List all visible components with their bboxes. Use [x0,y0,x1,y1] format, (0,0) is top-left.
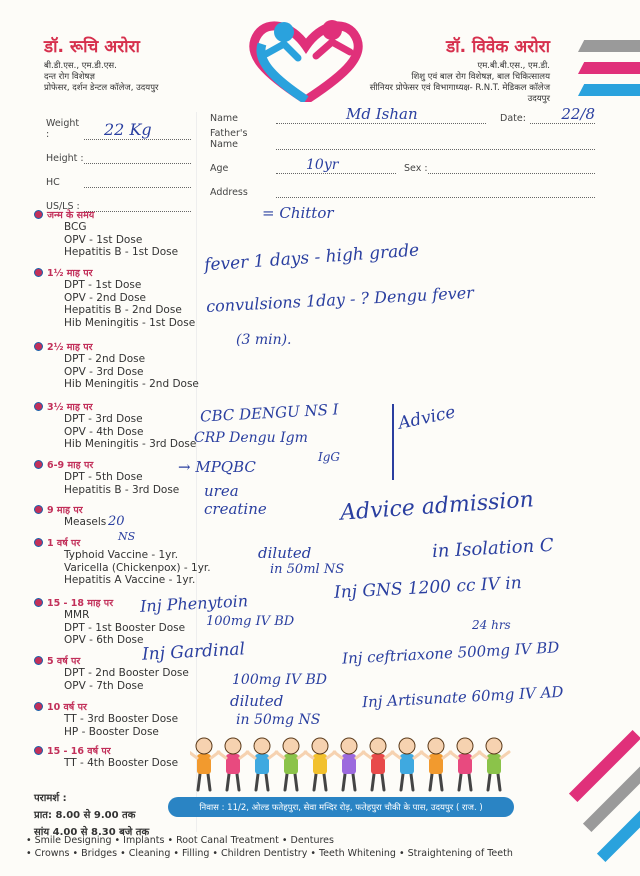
vaccine-group-title [34,400,196,413]
vaccine-item: MMR [64,609,90,621]
vaccine-group-label: 6-9 माह पर [47,460,94,471]
address-text: निवास : 11/2, ओल्ड फतेहपुरा, सेवा मन्दिर रोड़, फतेहपुरा चौकी के पास, उदयपुर ( राज. ) [199,802,483,813]
child-body [255,754,269,774]
left-doctor-degree: बी.डी.एस., एम.डी.एस. [44,61,117,71]
vaccine-item: TT - 4th Booster Dose [64,757,179,769]
inv-crp: CRP Dengu Igm [194,430,308,446]
vaccine-item: Hepatitis B - 1st Dose [64,246,179,258]
hc-value [84,187,191,188]
child-body [197,754,211,774]
vaccine-group [34,536,211,587]
child-legs [401,774,413,790]
inv-advice-short: Advice [396,402,458,434]
address-value: = Chittor [262,204,334,222]
vaccine-item: OPV - 1st Dose [64,233,143,246]
vaccine-item: Varicella (Chickenpox) - 1yr. [64,561,211,574]
child-body [226,754,240,774]
child-body [342,754,356,774]
rx-ceftriaxone: Inj ceftriaxone 500mg IV BD [341,638,560,668]
bullet-icon [34,702,43,711]
rx-gardinal-dose: 100mg IV BD [232,672,328,688]
vaccine-item: Typhoid Vaccine - 1yr. [64,549,179,561]
blue-bar [578,84,640,96]
note-ns-2: in 50mg NS [236,712,321,728]
note-duration: (3 min). [236,332,292,348]
child-body [458,754,472,774]
timings-title: परामर्श : [34,793,67,804]
name-value: Md Ishan [276,105,486,124]
child-legs [459,774,471,790]
usls-label: US/LS : [46,201,80,212]
father-value [276,149,595,150]
right-doctor-position: सीनियर प्रोफेसर एवं विभागाध्यक्ष- R.N.T. मेडिकल कॉलेज [369,83,550,93]
measels-mark-2: NS [118,530,136,543]
vaccine-item: DPT - 2nd Booster Dose [64,667,189,679]
child-head [196,738,212,754]
hc-row [46,164,191,188]
left-doctor-block [44,34,234,94]
address-banner [168,797,514,817]
vaccine-group [34,400,196,451]
vaccine-group-title [34,340,199,353]
rx-phenytoin: Inj Phenytoin [139,591,249,616]
child-body [284,754,298,774]
child-body [313,754,327,774]
age-label: Age [210,163,229,174]
child-head [341,738,357,754]
bullet-icon [34,656,43,665]
vaccine-group [34,340,199,391]
note-convulsions: convulsions 1day - ? Dengu fever [205,283,475,316]
child-legs [256,774,268,790]
rx-artesunate: Inj Artisunate 60mg IV AD [361,682,564,712]
child-head [225,738,241,754]
height-row [46,140,191,164]
vaccine-item: OPV - 4th Dose [64,425,144,438]
rx-gns: Inj GNS 1200 cc IV in [333,573,523,603]
right-doctor-degree: एम.बी.बी.एस., एम.डी. [477,61,550,71]
services-footer: • Smile Designing • Implants • Root Canal Treatment • Dentures • Crowns • Bridges • Cleaning • Filling • Children Dentistry • Teeth Whitening • Straightening of Teeth [26,835,513,859]
vaccine-group-label: 9 माह पर [47,505,83,516]
left-doctor-name: डॉ. रूचि अरोरा [44,37,140,57]
note-isolation: in Isolation C [431,534,555,563]
vaccine-item: Hepatitis B - 2nd Dose [64,304,182,316]
vaccine-item: Hib Meningitis - 1st Dose [64,316,196,329]
vaccine-item: DPT - 3rd Dose [64,413,143,425]
vaccine-item: DPT - 5th Dose [64,471,143,483]
father-label: Father's Name [210,128,248,150]
sex-value [428,173,595,174]
child-body [400,754,414,774]
patient-fields [210,104,595,222]
bullet-icon [34,598,43,607]
vaccine-group-title [34,503,106,516]
address-value-line [276,197,595,198]
date-value: 22/8 [530,105,595,124]
timings-morning: प्रात: 8.00 से 9.00 तक [34,810,136,821]
vaccine-item: BCG [64,221,87,233]
investigation-bracket [384,404,394,480]
bullet-icon [34,402,43,411]
child-body [429,754,443,774]
family-heart-logo [236,14,376,102]
address-row [210,174,595,198]
vitals-fields [46,116,191,212]
children-illustration [190,732,520,796]
vaccine-item: OPV - 2nd Dose [64,291,147,304]
grey-bar [578,40,640,52]
child-head [457,738,473,754]
timings-block [34,790,184,838]
bullet-icon [34,342,43,351]
inv-mpqbc: → MPQBC [178,458,256,476]
vaccine-group-label: 2½ माह पर [47,342,93,353]
child-body [487,754,501,774]
vaccine-item: DPT - 1st Dose [64,279,142,291]
vaccine-group-label: 5 वर्ष पर [47,656,81,667]
child-legs [198,774,210,790]
timings-evening: सांय 4.00 से 8.30 बजे तक [34,827,150,838]
child-legs [372,774,384,790]
vaccine-group-title [34,458,179,471]
child-legs [343,774,355,790]
address-label: Address [210,187,248,198]
vaccine-item: OPV - 6th Dose [64,634,144,646]
inv-cbc: CBC DENGU NS I [199,400,340,426]
child-legs [227,774,239,790]
father-row [210,124,595,150]
height-value [84,163,191,164]
child-legs [430,774,442,790]
rx-gardinal: Inj Gardinal [141,639,246,665]
child-head [399,738,415,754]
bullet-icon [34,460,43,469]
vaccine-group-label: 3½ माह पर [47,402,93,413]
child-head [283,738,299,754]
child-legs [285,774,297,790]
pink-bar [578,62,640,74]
vaccine-group-title [34,744,178,757]
vaccine-group [34,503,106,529]
sex-label: Sex : [404,163,428,174]
vaccine-group-label: जन्म के समय [47,210,95,221]
vaccine-group-title [34,208,178,221]
height-label: Height : [46,153,84,164]
vaccine-item: HP - Booster Dose [64,725,159,738]
vaccine-item: Hib Meningitis - 2nd Dose [64,378,199,390]
vaccine-group-title [34,266,195,279]
weight-row [46,116,191,140]
vaccine-group [34,700,178,738]
child-head [254,738,270,754]
vaccine-item: Measels [64,516,107,528]
bullet-icon [34,210,43,219]
vaccine-group [34,266,195,329]
measels-mark: 20 [108,514,125,529]
hc-label: HC [46,177,60,188]
note-ns-1: in 50ml NS [270,562,345,577]
vaccine-group-label: 15 - 16 वर्ष पर [47,746,111,757]
vaccine-group-label: 15 - 18 माह पर [47,598,114,609]
bullet-icon [34,268,43,277]
child-head [312,738,328,754]
age-row [210,150,595,174]
note-fever: fever 1 days - high grade [203,240,420,276]
inv-urea: urea [204,482,239,500]
vaccine-item: DPT - 2nd Dose [64,353,146,365]
right-doctor-name: डॉ. विवेक अरोरा [446,37,550,57]
child-legs [314,774,326,790]
bullet-icon [34,538,43,547]
vaccine-item: OPV - 7th Dose [64,679,144,692]
vaccine-item: DPT - 1st Booster Dose [64,621,186,634]
date-label: Date: [500,113,526,124]
weight-value: 22 Kg [84,120,191,140]
note-diluted-2: diluted [230,692,284,710]
vaccine-group [34,458,179,496]
note-admission: Advice admission [339,487,535,526]
weight-label: Weight : [46,118,80,140]
note-diluted-1: diluted [258,544,312,562]
child-head [370,738,386,754]
vaccine-item: Hib Meningitis - 3rd Dose [64,438,197,450]
rx-phenytoin-dose: 100mg IV BD [206,614,295,629]
left-doctor-position: प्रोफेसर, दर्शन डेन्टल कॉलेज, उदयपुर [44,83,159,93]
vaccine-item: Hepatitis A Vaccine - 1yr. [64,574,196,586]
vaccine-item: Hepatitis B - 3rd Dose [64,483,180,496]
child-head [428,738,444,754]
name-row [210,104,595,124]
age-value: 10yr [276,157,396,174]
bullet-icon [34,505,43,514]
right-doctor-block [360,34,550,105]
inv-igg: IgG [318,450,341,464]
name-label: Name [210,113,239,124]
vaccine-group-label: 1 वर्ष पर [47,538,81,549]
right-doctor-city: उदयपुर [527,94,550,104]
child-legs [488,774,500,790]
vaccine-item: TT - 3rd Booster Dose [64,713,179,725]
inv-creatine: creatine [204,500,267,518]
bullet-icon [34,746,43,755]
vaccine-group-label: 10 वर्ष पर [47,702,87,713]
vaccine-item: OPV - 3rd Dose [64,365,144,378]
vaccine-group [34,208,178,259]
rx-hours: 24 hrs [472,618,511,632]
left-doctor-specialty: दन्त रोग विशेषज्ञ [44,72,95,82]
vaccine-group-label: 1½ माह पर [47,268,93,279]
right-doctor-specialty: शिशु एवं बाल रोग विशेषज्ञ, बाल चिकित्सालय [411,72,550,82]
vaccine-group-title [34,700,178,713]
child-body [371,754,385,774]
child-head [486,738,502,754]
vaccine-group [34,744,178,770]
